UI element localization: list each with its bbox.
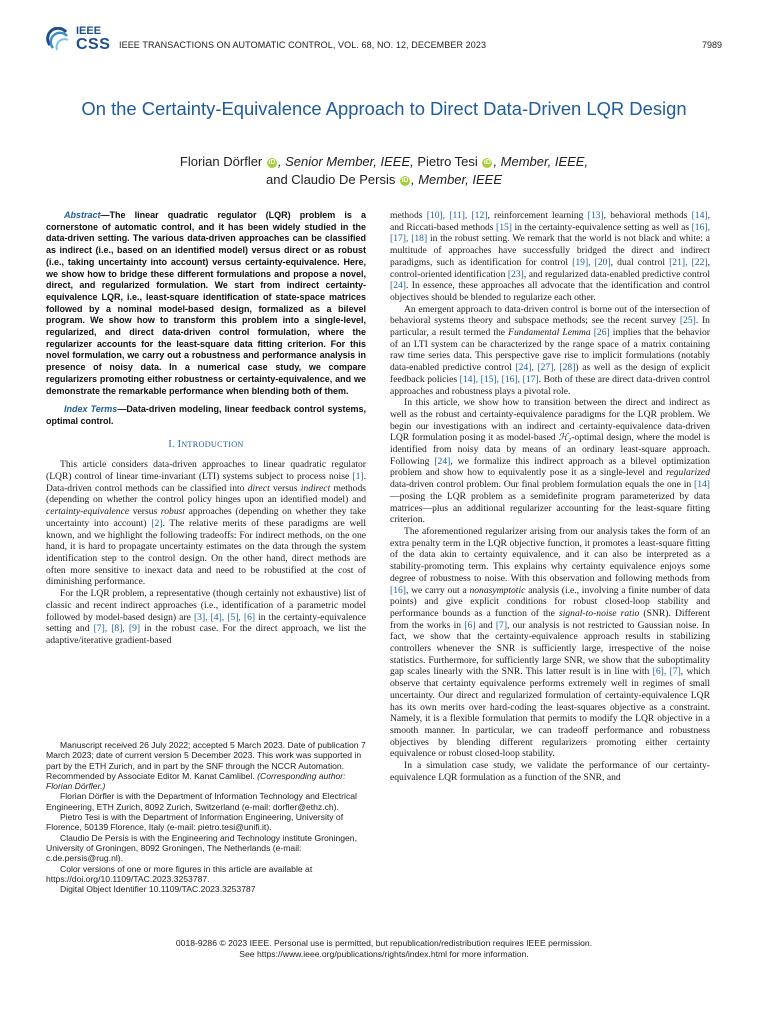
citation-link[interactable]: [21], [22] — [669, 256, 708, 268]
text-run: in the robust case. For the direct approach, we list the adaptive/iterative gradient-based — [46, 623, 366, 646]
index-terms-text: —Data-driven modeling, linear feedback control systems, optimal control. — [46, 404, 366, 426]
author-name: Pietro Tesi — [413, 154, 478, 169]
citation-link[interactable]: [24], [27], [28] — [515, 362, 576, 374]
math-symbol: ℋ₂ — [558, 432, 572, 444]
text-run: , and regularized data-enabled predictive control — [523, 268, 711, 280]
page-number: 7989 — [701, 40, 722, 50]
citation-link[interactable]: [16] — [390, 584, 406, 596]
text-run: implies that the behavior of an LTI system can be characterized by the range space of a matrix containing raw time series data. This perspective gave rise to implicit formulations (notably data-enabled predictive control — [390, 327, 710, 374]
text-run: For the LQR problem, a representative (though certainly not exhaustive) list of classic and recent indirect approaches (i.e., identification of a parametric model followed by model-based design) are — [46, 588, 366, 623]
left-column — [46, 210, 366, 647]
citation-link[interactable]: [24] — [390, 280, 406, 292]
emphasis: robust — [160, 506, 186, 518]
text-run: . Both of these are direct data-driven control approaches and robustness plays a pivotal role. — [390, 373, 710, 397]
first-page-footnote — [46, 740, 366, 894]
paragraph — [390, 397, 710, 526]
text-run: —posing the LQR problem as a semidefinite program parameterized by data matrices—plus an additional regularizer accounting for the least-square fitting criterion. — [390, 490, 710, 526]
text-run: methods (depending on whether the control policy hinges upon an identified model) and — [46, 482, 366, 506]
text-run: in the certainty-equivalence setting and — [46, 611, 366, 635]
citation-link[interactable]: [14], [15], [16], [17] — [459, 373, 539, 385]
text-run: Manuscript received 26 July 2022; accepted 5 March 2023. Date of publication 7 March 2023; date of current version 5 December 2023. This work was supported in part by the ETH Zurich, and in part by the SNF through the NCCR Automation. Recommended by Associate Editor M. Kanat Camlibel. — [46, 740, 366, 781]
index-terms — [46, 404, 366, 427]
ieee-css-logo — [46, 25, 111, 57]
text-run: -optimal design, where the model is identified from noisy data by means of an ordinary least-square approach. Following — [390, 432, 710, 467]
text-run: ) as well as the design of explicit feedback policies — [390, 362, 710, 385]
text-run: In this article, we show how to transition between the direct and indirect as well as the robust and certainty-equivalence paradigms for the LQR problem. We begin our investigations with an indirect and certainty-equivalence data-driven LQR formulation posing it as model-based — [390, 397, 710, 444]
text-run: . Data-driven control methods can be classified into — [46, 471, 366, 494]
author-name: Florian Dörfler — [179, 154, 263, 169]
text-run: in the certainty-equivalence setting as well as — [511, 221, 692, 233]
footnote-affiliation: Pietro Tesi is with the Department of Information Engineering, University of Florence, 50139 Florence, Italy (e-mail: pietro.tesi@unifi.it). — [46, 812, 344, 833]
emphasis: (Corresponding author: Florian Dörfler.) — [46, 770, 346, 792]
emphasis: indirect — [300, 482, 331, 494]
citation-link[interactable]: [6], [7] — [652, 666, 681, 678]
text-run: , dual control — [610, 256, 670, 268]
author-role: , Senior Member, IEEE, — [277, 154, 414, 169]
text-run: methods — [390, 210, 427, 221]
ieee-css-emblem-icon — [46, 27, 74, 55]
footnote-affiliation: Florian Dörfler is with the Department of Information Technology and Electrical Engineering, ETH Zurich, 8092 Zurich, Switzerland (e-mail: dorfler@ethz.ch). — [46, 791, 357, 812]
citation-link[interactable]: [7], [8], [9] — [93, 623, 141, 635]
abstract-label: Abstract — [64, 210, 101, 220]
author-line-2 — [60, 171, 708, 189]
abstract-text: —The linear quadratic regulator (LQR) problem is a cornerstone of automatic control, and it has been widely studied in the data-driven setting. The various data-driven approaches can be classified as indirect (i.e., based on an identified model) versus direct or as robust (i.e., taking uncertainty into account) versus certainty-equivalence. Here, we show how to bridge these different formulations and propose a novel, direct, and regularized formulation. We start from indirect certainty-equivalence LQR, i.e., least-square identification of state-space matrices followed by a nominal model-based design, formalized as a bilevel program. We show how to transform this problem into a single-level, regularized, and direct data-driven control formulation, where the regularizer accounts for the least-square data fitting criterion. For this novel formulation, we carry out a robustness and performance analysis in presence of noisy data. In a numerical case study, we compare regularizers promoting either robustness or certainty-equivalence, and we demonstrate the remarkable performance when blending both of them. — [46, 210, 366, 396]
author-name: and Claudio De Persis — [265, 172, 396, 187]
paragraph — [390, 210, 710, 304]
author-role: , Member, IEEE, — [493, 154, 589, 169]
paragraph — [46, 459, 366, 588]
citation-link[interactable]: [15] — [496, 221, 512, 233]
text-run: , and Riccati-based methods — [390, 210, 710, 233]
right-column — [390, 210, 710, 783]
text-run: analysis (i.e., involving a finite number of data points) and give explicit conditions for robust closed-loop stability and performance bounds as a function of the — [390, 584, 710, 619]
citation-link[interactable]: [3], [4], [5], [6] — [193, 611, 256, 623]
citation-link[interactable]: [26] — [593, 327, 610, 339]
citation-link[interactable]: [10], [11], [12] — [426, 210, 488, 221]
footnote-affiliation: Claudio De Persis is with the Engineering and Technology institute Groningen, University of Groningen, 8092 Groningen, The Netherlands (e-mail: c.de.persis@rug.nl). — [46, 832, 357, 864]
paragraph — [46, 588, 366, 647]
orcid-icon[interactable]: iD — [268, 159, 276, 166]
text-run: and — [475, 619, 496, 631]
paper-title: On the Certainty-Equivalence Approach to Direct Data-Driven LQR Design — [81, 98, 687, 119]
footnote-manuscript — [46, 740, 366, 791]
section-title-initial: I — [177, 438, 182, 450]
text-run: , behavioral methods — [603, 210, 692, 221]
copyright-line: 0018-9286 © 2023 IEEE. Personal use is permitted, but republication/redistribution requires IEEE permission. — [175, 938, 593, 948]
text-run: , control-oriented identification — [390, 256, 710, 280]
text-run: In a simulation case study, we validate the performance of our certainty-equivalence LQR formulation as a function of the SNR, and — [390, 760, 710, 783]
text-run: , we formalize this indirect approach as a bilevel optimization problem and show how to equivalently pose it as a single-level and — [390, 455, 710, 479]
text-run: , our analysis is not restricted to Gaussian noise. In fact, we show that the certainty-equivalence approach results in stabilizing controllers whenever the SNR is sufficiently large, irrespective of the noise statistics. Furthermore, for sufficiently large SNR, we show that the suboptimality gap scales linearly with the SNR. This latter result is in line with — [390, 619, 710, 678]
emphasis: certainty-equivalence — [46, 506, 130, 518]
citation-link[interactable]: [14] — [694, 479, 710, 491]
text-run: . The relative merits of these paradigms are well known, and we highlight the following tradeoffs: For indirect methods, on the one hand, it is hard to propagate uncertainty estimates on the data through the system identification step to the control design. On the other hand, direct methods are often more sensitive to inexact data and need to be robustified at the cost of diminishing performance. — [46, 517, 366, 588]
citation-link[interactable]: [13] — [587, 210, 604, 221]
text-run: (SNR). Different from the works in — [390, 607, 710, 631]
copyright-footer — [46, 938, 722, 959]
orcid-icon[interactable]: iD — [483, 159, 491, 166]
text-run: versus — [269, 482, 301, 494]
emphasis: signal-to-noise ratio — [558, 607, 640, 619]
text-run: versus — [129, 506, 161, 518]
citation-link[interactable]: [14] — [691, 210, 708, 221]
citation-link[interactable]: [2] — [151, 517, 163, 529]
emphasis: nonasymptotic — [469, 584, 526, 596]
abstract — [46, 210, 366, 397]
journal-running-head: IEEE TRANSACTIONS ON AUTOMATIC CONTROL, VOL. 68, NO. 12, DECEMBER 2023 — [119, 40, 487, 50]
text-run: approaches (depending on whether they take uncertainty into account) — [46, 506, 367, 529]
orcid-icon[interactable]: iD — [401, 177, 409, 184]
index-terms-label: Index Terms — [64, 404, 118, 415]
section-number: I. — [168, 438, 175, 450]
author-line-1 — [60, 153, 708, 171]
page-header — [0, 0, 768, 70]
text-run: The aforementioned regularizer arising from our analysis takes the form of an extra penalty term in the LQR objective function, it promotes a least-square fitting of the data akin to certainty equivalence, and it can also be interpreted as a stability-promoting term. This explains why certainty equivalence enjoys some degree of robustness to noise. With this observation and following methods from — [390, 525, 710, 584]
paragraph — [390, 304, 710, 398]
text-run: , we carry out a — [405, 584, 470, 596]
text-run: . In essence, these approaches all advocate that the identification and control objectives should be blended to regularize each other. — [390, 280, 710, 303]
emphasis: regularized — [666, 467, 710, 479]
citation-link[interactable]: [19], [20] — [572, 256, 611, 268]
paragraph — [390, 760, 710, 783]
citation-link[interactable]: [25] — [679, 315, 696, 327]
section-heading — [46, 439, 366, 451]
citation-link[interactable]: [16], [17], [18] — [390, 221, 710, 245]
citation-link[interactable]: [6] — [464, 619, 476, 631]
text-run: in the robust setting. We remark that the world is not black and white: a multitude of approaches have successfully bridged the direct and indirect paradigms, such as identification for control — [390, 233, 710, 268]
text-run: data-driven control problem. Our final problem formulation equals the one in — [390, 479, 695, 491]
author-list — [60, 153, 708, 189]
emphasis: Fundamental Lemma — [508, 327, 591, 339]
text-run: , which observe that certainty equivalence performs extremely well in regimes of small uncertainty. Our direct and regularized formulation of certainty-equivalence LQR has its own merits over hard-coding the least-squares objective as a constraint. Namely, it is a flexible formulation that permits to modify the LQR objective in a smooth manner. In particular, we can tradeoff performance and robustness objectives by blending different regularizers promoting either certainty equivalence or robust closed-loop stability. — [390, 666, 710, 760]
footnote-doi: Digital Object Identifier 10.1109/TAC.2023.3253787 — [60, 884, 256, 895]
author-role: , Member, IEEE — [410, 172, 503, 187]
paragraph — [390, 526, 710, 760]
logo-css-text: CSS — [76, 36, 111, 53]
text-run: This article considers data-driven approaches to linear quadratic regulator (LQR) control of linear time-invariant (LTI) systems subject to process noise — [46, 459, 366, 483]
citation-link[interactable]: [1] — [352, 471, 364, 483]
footnote-color-versions: Color versions of one or more figures in this article are available at https://doi.org/10.1109/TAC.2023.3253787. — [46, 863, 313, 884]
text-run: , reinforcement learning — [487, 210, 588, 221]
citation-link[interactable]: [7] — [495, 619, 508, 631]
text-run: An emergent approach to data-driven control is borne out of the intersection of behavioral systems theory and subspace methods; see the recent survey — [390, 303, 710, 327]
citation-link[interactable]: [23] — [507, 268, 524, 280]
section-title-rest: NTRODUCTION — [181, 439, 244, 449]
logo-ieee-text: IEEE — [76, 25, 102, 37]
rights-link-line: See https://www.ieee.org/publications/rights/index.html for more information. — [239, 948, 529, 959]
citation-link[interactable]: [24] — [434, 455, 451, 467]
text-run: . In particular, a result termed the — [390, 315, 710, 339]
emphasis: direct — [247, 482, 270, 494]
